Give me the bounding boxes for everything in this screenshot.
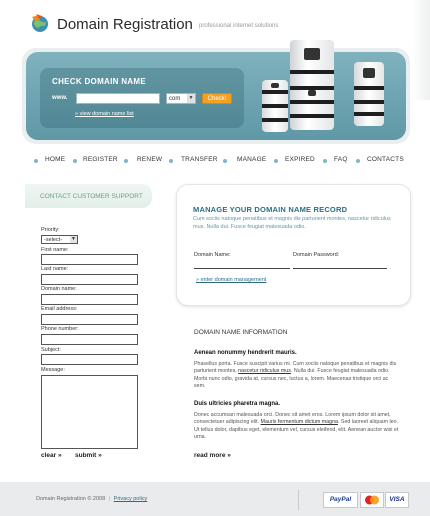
read-more-link[interactable] — [194, 452, 231, 459]
manage-description: Cum sociis natoque penatibus et magnis dis parturient montes, nascetur ridiculus mus. Nulla dui. Fusce feugiat malesuada odio. — [193, 216, 391, 230]
submit-label[interactable]: submit — [75, 452, 97, 459]
enter-management-link[interactable] — [196, 277, 266, 283]
info-text: . Nulla dui. Fusce feugiat malesuada odio. Morbi nunc odio, gravida at, cursus nec, luctus a, lorem. Maecenas tristique orci ac sem. — [194, 368, 390, 389]
info-link-1[interactable]: nascetur ridiculus mus — [238, 368, 291, 375]
www-label: www. — [52, 95, 68, 101]
nav-bullet-icon — [124, 159, 128, 163]
manage-domain-card — [176, 184, 411, 306]
clear-label[interactable]: clear — [41, 452, 57, 459]
email-input[interactable] — [41, 314, 138, 325]
message-label: Message: — [41, 367, 65, 373]
decorative-shade — [412, 0, 430, 100]
domain-name-login-label: Domain Name: — [194, 252, 231, 258]
info-heading-2: Duis ultricies pharetra magna. — [194, 401, 281, 407]
manage-title: MANAGE YOUR DOMAIN NAME RECORD — [193, 205, 348, 214]
phone-label: Phone number: — [41, 326, 79, 332]
nav-bullet-icon — [274, 159, 278, 163]
phone-input[interactable] — [41, 334, 138, 345]
tld-select[interactable]: com — [166, 93, 196, 104]
copyright: Domain Registration © 2008 — [36, 496, 106, 502]
nav-bullet-icon — [223, 159, 227, 163]
subject-label: Subject: — [41, 347, 61, 353]
nav-bullet-icon — [356, 159, 360, 163]
domain-password-input[interactable] — [293, 260, 387, 269]
domain-search-input[interactable] — [76, 93, 160, 104]
info-paragraph-1 — [194, 361, 399, 390]
nav-bullet-icon — [73, 159, 77, 163]
nav-item-contacts[interactable]: CONTACTS — [367, 156, 404, 163]
site-title[interactable]: Domain Registration — [57, 16, 193, 33]
bullet-icon: » — [75, 111, 79, 117]
privacy-policy-link[interactable]: Privacy policy — [113, 496, 148, 502]
info-heading-1: Aenean nonummy hendrerit mauris. — [194, 350, 297, 356]
last-name-input[interactable] — [41, 274, 138, 285]
chevron-down-icon[interactable]: ▼ — [71, 236, 76, 242]
info-title: DOMAIN NAME INFORMATION — [194, 329, 288, 336]
server-illustration-center — [290, 40, 334, 130]
last-name-label: Last name: — [41, 266, 69, 272]
domain-check-heading: CHECK DOMAIN NAME — [52, 77, 146, 86]
main-navigation — [0, 156, 430, 170]
nav-item-register[interactable]: REGISTER — [83, 156, 118, 163]
mastercard-logo-icon — [360, 492, 384, 508]
paypal-logo: PayPal — [323, 492, 358, 508]
nav-bullet-icon — [323, 159, 327, 163]
enter-management-label[interactable]: enter domain management — [200, 277, 267, 283]
domain-password-label: Domain Password: — [293, 252, 340, 258]
message-textarea[interactable] — [41, 375, 138, 449]
info-text: . Sed laoreet aliquam leo. Ut tellus dolor, dapibus eget, elementum vel, cursus eleifend, elit. Aenean auctor wisi et urna. — [194, 419, 399, 440]
globe-logo-icon[interactable] — [30, 13, 50, 33]
server-illustration-left — [262, 80, 288, 132]
footer-separator: | — [108, 496, 111, 502]
info-link-2[interactable]: Mauris fermentum dictum magna — [260, 419, 338, 426]
first-name-label: First name: — [41, 247, 69, 253]
bullet-icon: » — [196, 277, 200, 283]
check-button[interactable]: Check! — [202, 93, 232, 104]
site-tagline: professional internet solutions — [199, 23, 279, 29]
nav-bullet-icon — [34, 159, 38, 163]
subject-input[interactable] — [41, 354, 138, 365]
clear-button[interactable] — [41, 452, 62, 459]
view-domain-list-label[interactable]: view domain name list — [79, 111, 134, 117]
domain-name-login-input[interactable] — [194, 260, 290, 269]
view-domain-list-link[interactable] — [75, 111, 134, 117]
nav-item-renew[interactable]: RENEW — [137, 156, 163, 163]
read-more-label[interactable]: read more — [194, 452, 226, 459]
info-text: Phasellus porta. Fusce suscipit varius mi. Cum sociis natoque penatibus et magnis dis parturient montes, — [194, 361, 397, 375]
nav-bullet-icon — [169, 159, 173, 163]
server-illustration-right — [354, 62, 384, 126]
priority-label: Priority: — [41, 227, 60, 233]
domain-name-label: Domain name: — [41, 286, 77, 292]
email-label: Email address: — [41, 306, 78, 312]
info-paragraph-2 — [194, 412, 399, 441]
chevron-down-icon[interactable]: ▼ — [188, 95, 194, 101]
double-arrow-icon: » — [227, 452, 231, 459]
support-title: CONTACT CUSTOMER SUPPORT — [40, 193, 143, 200]
double-arrow-icon: » — [98, 452, 102, 459]
priority-select[interactable]: -select- — [41, 235, 78, 244]
footer-divider — [298, 490, 299, 510]
first-name-input[interactable] — [41, 254, 138, 265]
nav-item-expired[interactable]: EXPIRED — [285, 156, 315, 163]
nav-item-manage[interactable]: MANAGE — [237, 156, 267, 163]
double-arrow-icon: » — [58, 452, 62, 459]
visa-logo: VISA — [385, 492, 409, 508]
nav-item-home[interactable]: HOME — [45, 156, 66, 163]
nav-item-faq[interactable]: FAQ — [334, 156, 348, 163]
footer-text — [36, 496, 147, 502]
nav-item-transfer[interactable]: TRANSFER — [181, 156, 218, 163]
info-text: Donec accumsan malesuada orci. Donec sit amet eros. Lorem ipsum dolor sit amet, consectetuer adipiscing elit. — [194, 412, 391, 426]
submit-button[interactable] — [75, 452, 102, 459]
domain-name-input[interactable] — [41, 294, 138, 305]
